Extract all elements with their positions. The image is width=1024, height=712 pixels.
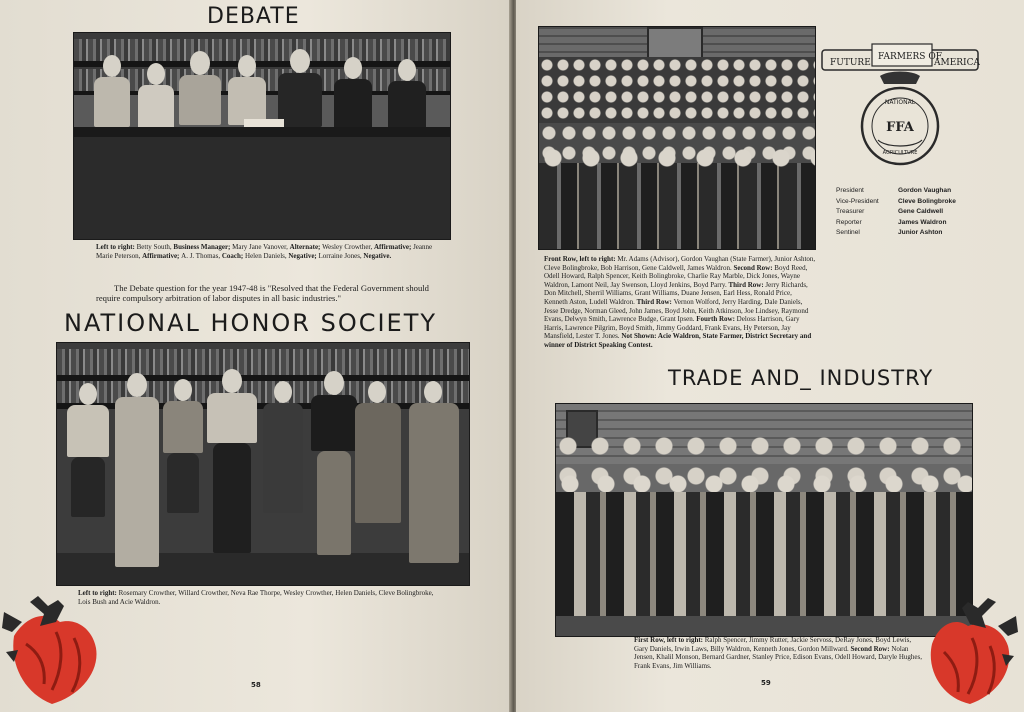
debate-caption-part: Jeanne Marie Peterson, [96, 243, 433, 260]
ffa-caption-label: Third Row: [728, 280, 766, 289]
debate-caption-part: Lorraine Jones, [318, 251, 364, 260]
debate-caption-part: Business Manager; [173, 243, 233, 251]
trade-industry-heading: TRADE AND_ INDUSTRY [668, 366, 934, 390]
trade-caption-label: First Row, left to right: [634, 636, 705, 644]
ffa-caption-label: Not Shown: [621, 332, 658, 341]
debate-heading: DEBATE [207, 4, 300, 29]
trade-industry-caption [634, 636, 926, 670]
ffa-seal-center: FFA [886, 120, 914, 135]
officer-name: Gene Caldwell [898, 208, 944, 215]
debate-caption-part: Wesley Crowther, [322, 243, 374, 251]
ffa-seal-bottom: AGRICULTURE [882, 150, 918, 156]
ffa-banner-left: FUTURE [830, 58, 871, 68]
debate-caption [96, 243, 436, 260]
ffa-banner-middle: FARMERS OF [878, 52, 942, 62]
ffa-emblem [820, 40, 980, 176]
ffa-caption-label: Third Row: [636, 297, 674, 306]
honor-society-caption [78, 589, 440, 606]
ffa-seal-top: NATIONAL [884, 99, 916, 106]
officer-row [836, 218, 986, 229]
ffa-caption-text: Boyd Reed, Odell Howard, Ralph Spencer, Keith Bolingbroke, Charlie Ray Marble, Dick Jones, Wayne Waldron, Lamont Neil, Jay Swenson, Lloyd Jenkins, Boyd Parry. [544, 263, 808, 289]
ffa-caption-label: Front Row, left to right: [544, 255, 618, 263]
trade-caption-label: Second Row: [850, 644, 892, 653]
officer-name: Junior Ashton [898, 229, 943, 236]
officer-name: Cleve Bolingbroke [898, 197, 956, 205]
officer-title: Reporter [836, 218, 862, 226]
debate-caption-part: Left to right: [96, 243, 137, 251]
debate-caption-part: Mary Jane Vanover, [232, 243, 290, 251]
trade-industry-photo [555, 403, 973, 637]
ffa-caption-text: Jerry Richards, Don Mitchell, Sherril Williams, Grant Williams, Duane Jensen, Earl Hess, Ronald Price, Kenneth Aston, Ludell Waldron. [544, 280, 808, 306]
ffa-caption-label: Second Row: [733, 263, 775, 272]
ffa-caption-text: Deloss Harrison, Gary Harris, Lawrence Pilgrim, Boyd Smith, Jimmy Goddard, Frank Evans, Hy Peterson, Jay Mansfield, Lester T. Jones. [544, 315, 800, 341]
officer-row [836, 186, 986, 197]
page-number-right: 59 [761, 679, 771, 687]
debate-caption-part: Helen Daniels, [245, 251, 289, 260]
officer-title: Sentinel [836, 229, 860, 236]
debate-caption-part: Negative. [363, 251, 392, 260]
page-number-left: 58 [251, 681, 261, 689]
officer-title: President [836, 187, 864, 194]
dragon-ornament-left [0, 592, 110, 710]
officer-title: Treasurer [836, 208, 865, 215]
officer-title: Vice-President [836, 197, 879, 205]
honor-caption-names: Rosemary Crowther, Willard Crowther, Neva Rae Thorpe, Wesley Crowther, Helen Daniels, Cleve Bolingbroke, Lois Bush and Acie Waldron. [78, 589, 434, 606]
dragon-ornament-right [912, 594, 1020, 710]
debate-caption-part: Affirmative; [142, 251, 182, 260]
debate-caption-part: Alternate; [289, 243, 323, 251]
ffa-caption-label: Fourth Row: [696, 315, 737, 324]
debate-caption-part: Coach; [221, 251, 246, 260]
debate-photo [73, 32, 451, 240]
debate-caption-part: Betty South, [136, 243, 174, 251]
officer-name: James Waldron [898, 218, 947, 226]
debate-caption-part: Negative; [288, 251, 319, 260]
debate-paragraph: The Debate question for the year 1947-48 is "Resolved that the Federal Government should require compulsory arbitration of labor disputes in all basic industries." [96, 283, 429, 303]
ffa-officers-list [836, 186, 986, 239]
officer-row [836, 197, 986, 208]
debate-caption-part: A. J. Thomas, [181, 251, 222, 260]
ffa-caption [544, 255, 816, 350]
officer-row [836, 207, 986, 218]
right-page [516, 0, 1024, 712]
honor-society-heading: NATIONAL HONOR SOCIETY [64, 309, 438, 337]
ffa-photo [538, 26, 816, 250]
trade-caption-text: Nolan Jensen, Khalil Monson, Bernard Gardner, Stanley Price, Edison Evans, Odell Howard, Daryle Hughes, Frank Evans, Jim Williams. [634, 644, 923, 670]
ffa-banner-right: AMERICA [934, 58, 980, 68]
officer-name: Gordon Vaughan [898, 187, 952, 194]
officer-row [836, 228, 986, 239]
trade-caption-text: Ralph Spencer, Jimmy Rutter, Jackie Servoss, DeRay Jones, Boyd Lewis, Gary Daniels, Irwin Laws, Billy Waldron, Kenneth Jones, Gordon Millward. [634, 636, 912, 653]
ffa-caption-text: Mr. Adams (Advisor), Gordon Vaughan (State Farmer), Junior Ashton, Cleve Bolingbroke, Bob Harrison, Gene Caldwell, James Waldron. [544, 255, 816, 272]
honor-caption-label: Left to right: [78, 589, 119, 597]
debate-caption-part: Affirmative; [373, 243, 414, 251]
honor-society-photo [56, 342, 470, 586]
ffa-caption-text: Vernon Wolford, Jerry Harding, Dale Daniels, Jesse Dredge, Norman Gleed, John James, Boyd John, Keith Atkinson, Joe Lindsey, Raymond Evans, Delwyn Smith, Lawrence Budge, Grant Ipsen. [544, 297, 809, 324]
ffa-caption-text: Acie Waldron, State Farmer, District Secretary and winner of District Speaking Contest. [544, 332, 812, 349]
